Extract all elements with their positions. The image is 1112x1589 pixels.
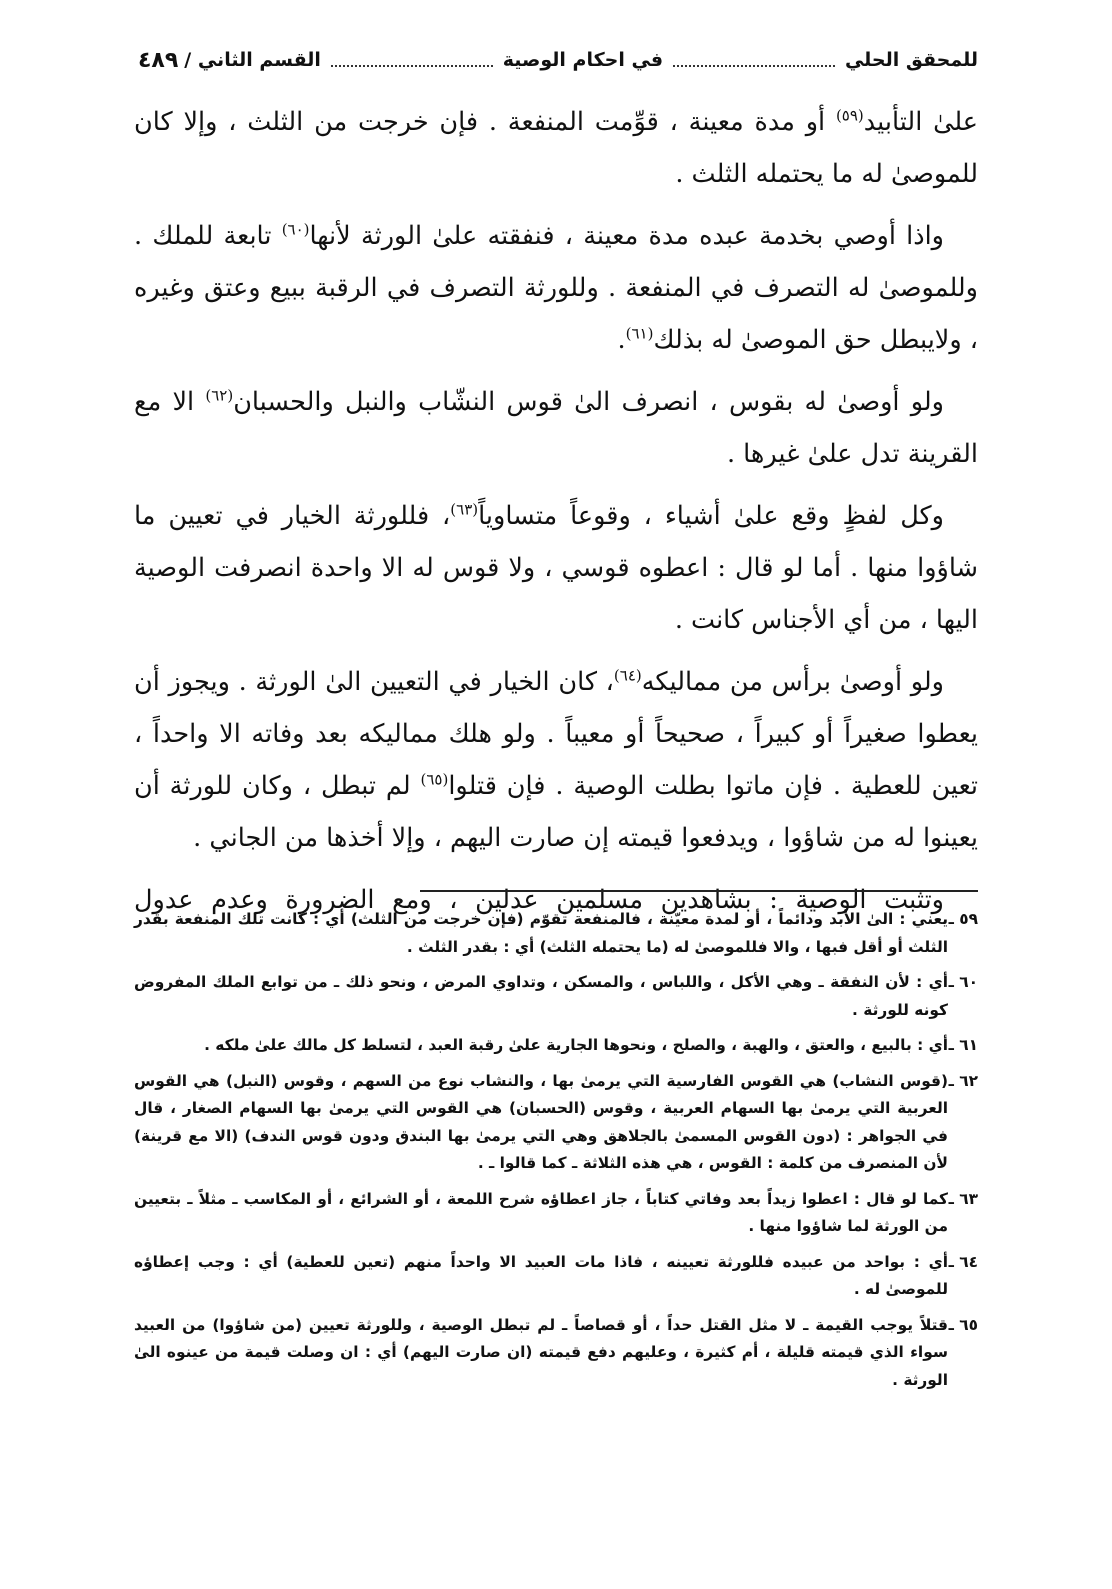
text-run: ولو أوصىٰ له بقوس ، انصرف الىٰ قوس النشّاب والنبل والحسبان: [233, 387, 945, 417]
page-number: ٤٨٩: [137, 47, 179, 73]
footnote-separator: [420, 890, 978, 892]
paragraph: [134, 210, 978, 366]
header-dot-leader: [673, 65, 835, 67]
footnote-text: أي : لأن النفقة ـ وهي الأكل ، واللباس ، والمسكن ، وتداوي المرض ، ونحو ذلك ـ من توابع الملك المفروض كونه للورثة .: [134, 973, 948, 1019]
page-indicator: [138, 48, 321, 73]
paragraph: وتثبت الوصية : بشاهدين مسلمين عدلين ، ومع الضرورة وعدم عدول: [134, 885, 944, 915]
running-header: [138, 40, 978, 80]
text-run: ، فللورثة الخيار في تعيين ما شاؤوا منها . أما لو قال : اعطوه قوسي ، ولا قوس له الا واحدة انصرفت الوصية اليها ، من أي الأجناس كانت .: [134, 501, 978, 635]
text-run: ، كان الخيار في التعيين الىٰ الورثة . ويجوز أن يعطوا صغيراً أو كبيراً ، صحيحاً أو معيباً . ولو هلك مماليكه بعد وفاته الا واحداً ، تعين للعطية . فإن ماتوا بطلت الوصية . فإن قتلوا: [134, 667, 979, 801]
paragraph: [134, 96, 978, 200]
text-run: الا مع القرينة تدل علىٰ غيرها .: [134, 387, 978, 469]
text-run: ولو أوصىٰ برأس من مماليكه: [641, 667, 944, 697]
footnote-number: ٦٤ ـ: [948, 1252, 978, 1271]
footnote: [134, 1186, 978, 1241]
paragraph: [134, 490, 978, 646]
text-run: وكل لفظٍ وقع علىٰ أشياء ، وقوعاً متساوياً: [478, 501, 944, 531]
footnote-ref: (٦٢): [205, 386, 234, 405]
footnote-number: ٦٢ ـ: [948, 1071, 978, 1090]
footnote-number: ٦٥ ـ: [948, 1315, 978, 1334]
footnote-ref: (٦٣): [450, 500, 479, 519]
footnote-number: ٦٣ ـ: [948, 1189, 978, 1208]
main-text: [134, 96, 978, 936]
book-title: للمحقق الحلي: [844, 49, 978, 71]
footnote-text: أي : بواحد من عبيده فللورثة تعيينه ، فاذا مات العبيد الا واحداً منهم (تعين للعطية) أي : وجب إعطاؤه للموصىٰ له .: [134, 1252, 948, 1298]
footnote-number: ٥٩ ـ: [948, 910, 978, 928]
text-run: أو مدة معينة ، قوِّمت المنفعة . فإن خرجت من الثلث ، وإلا كان للموصىٰ له ما يحتمله الثلث .: [134, 107, 978, 189]
footnote: [134, 969, 978, 1024]
footnote-ref: (٦٤): [613, 666, 642, 685]
footnote-ref: (٦٥): [420, 770, 449, 789]
footnote: [134, 1312, 978, 1395]
footnotes: [134, 906, 978, 1402]
footnote: [134, 906, 978, 961]
chapter-title: في احكام الوصية: [502, 49, 664, 71]
footnote-ref: (٥٩): [835, 106, 864, 125]
footnote-text: (قوس النشاب) هي القوس الفارسية التي يرمىٰ بها ، والنشاب نوع من السهم ، وقوس (النبل) هي القوس العربية التي يرمىٰ بها السهام العربية ، وقوس (الحسبان) هي القوس التي يرمىٰ بها السهام الصغار ، قال في الجواهر : (دون القوس المسمىٰ بالجلاهق وهي التي يرمىٰ بها البندق ودون قوس الندف) (الا مع قرينة) لأن المنصرف من كلمة : القوس ، هي هذه الثلاثة ـ كما قالوا ـ .: [134, 1071, 948, 1172]
paragraph: [134, 376, 978, 480]
footnote: [134, 1068, 978, 1178]
text-run: .: [617, 325, 626, 355]
footnote-text: أي : بالبيع ، والعتق ، والهبة ، والصلح ، ونحوها الجارية علىٰ رقبة العبد ، لتسلط كل مالك علىٰ ملكه .: [204, 1036, 948, 1054]
paragraph: [134, 656, 978, 864]
header-dot-leader: [331, 65, 493, 67]
footnote: [134, 1032, 978, 1060]
section-label: القسم الثاني /: [184, 49, 321, 71]
footnote-text: قتلاً يوجب القيمة ـ لا مثل القتل حداً ، أو قصاصاً ـ لم تبطل الوصية ، وللورثة تعيين (من شاؤوا) من العبيد سواء الذي قيمته قليلة ، أم كثيرة ، وعليهم دفع قيمته (ان صارت اليهم) أي : ان وصلت قيمة من عينوه الىٰ الورثة .: [134, 1315, 948, 1389]
text-run: لم تبطل ، وكان للورثة أن يعينوا له من شاؤوا ، ويدفعوا قيمته إن صارت اليهم ، وإلا أخذها من الجاني .: [134, 771, 978, 853]
footnote-ref: (٦٠): [281, 220, 310, 239]
footnote-ref: (٦١): [625, 324, 654, 343]
footnote-text: يعني : الىٰ الأبد ودائماً ، أو لمدة معيّنة ، فالمنفعة تقوّم (فإن خرجت من الثلث) أي : كانت تلك المنفعة بقدر الثلث أو أقل فبها ، والا فللموصىٰ له (ما يحتمله الثلث) أي : بقدر الثلث .: [134, 910, 948, 956]
text-run: تابعة للملك . وللموصىٰ له التصرف في المنفعة . وللورثة التصرف في الرقبة ببيع وعتق وغيره ، ولايبطل حق الموصىٰ له بذلك: [134, 221, 978, 355]
text-run: علىٰ التأبيد: [863, 107, 978, 137]
text-run: واذا أوصي بخدمة عبده مدة معينة ، فنفقته علىٰ الورثة لأنها: [309, 221, 944, 251]
footnote-number: ٦٠ ـ: [948, 973, 978, 991]
footnote-number: ٦١ ـ: [948, 1036, 978, 1054]
footnote-text: كما لو قال : اعطوا زيداً بعد وفاتي كتاباً ، جاز اعطاؤه شرح اللمعة ، أو الشرائع ، أو المكاسب ـ مثلاً ـ بتعيين من الورثة لما شاؤوا منها .: [134, 1189, 948, 1235]
footnote: [134, 1249, 978, 1304]
